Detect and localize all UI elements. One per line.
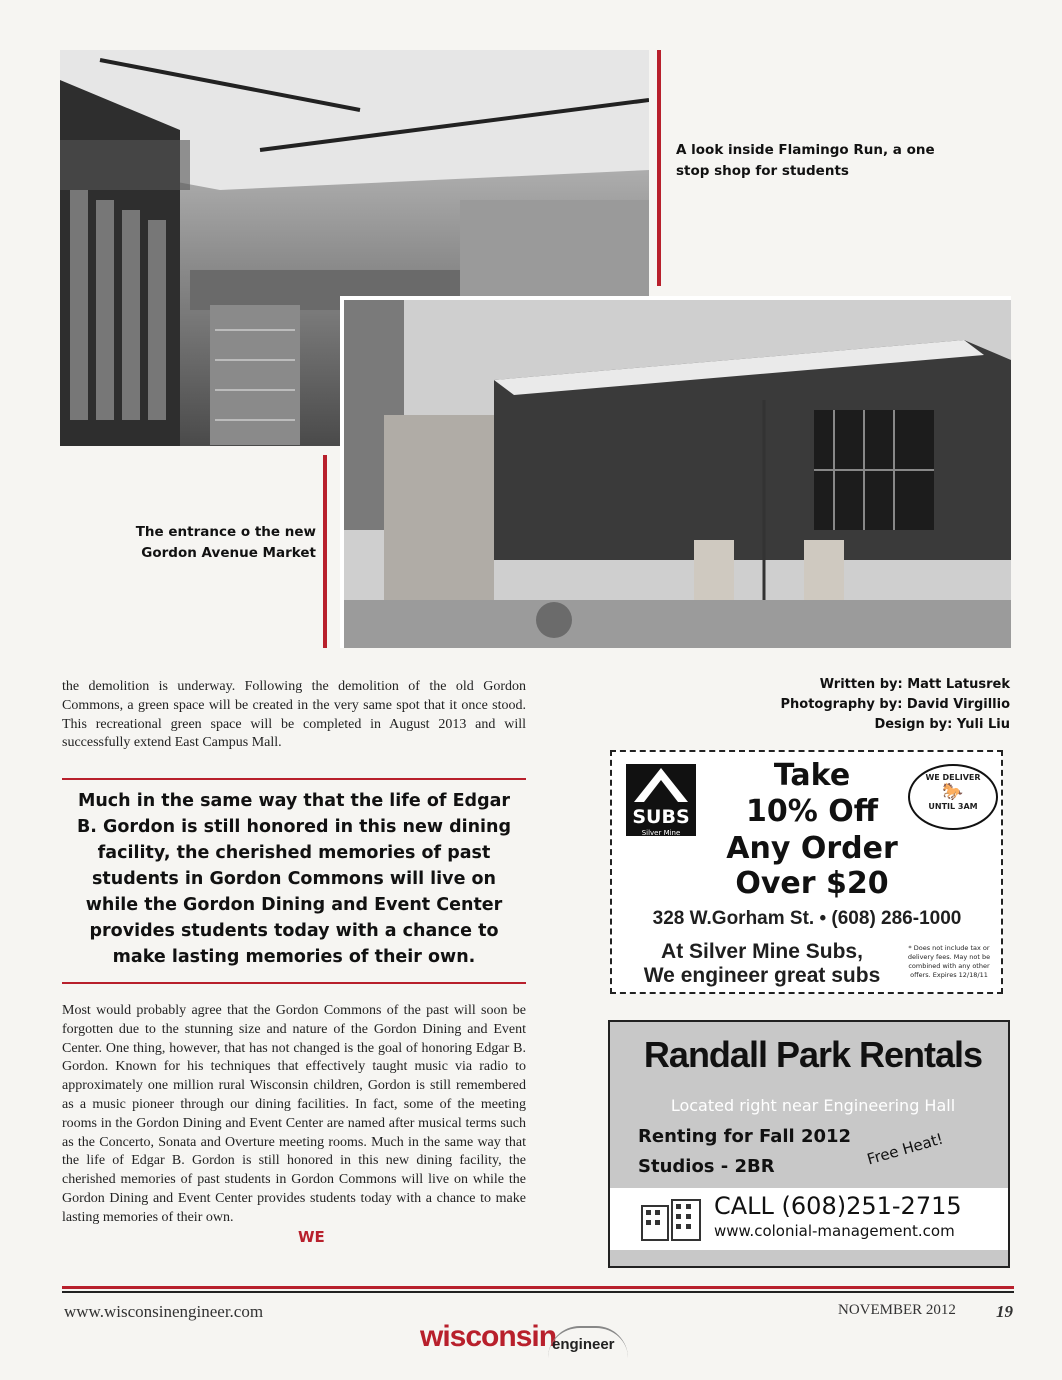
footer-rule-red (62, 1286, 1014, 1289)
mountain-icon (626, 764, 696, 802)
ad-free-heat: Free Heat! (865, 1129, 946, 1169)
delivery-badge (908, 764, 998, 830)
ad-title: Randall Park Rentals (643, 1034, 983, 1075)
footer-rule-black (62, 1291, 1014, 1293)
ad-website[interactable]: www.colonial-management.com (714, 1222, 955, 1240)
ad-phone[interactable]: CALL (608)251-2715 (714, 1192, 962, 1220)
writer-credit: Written by: Matt Latusrek (819, 677, 1010, 692)
offer-line: 10% Off (745, 794, 879, 829)
footer-url[interactable]: www.wisconsinengineer.com (64, 1302, 264, 1321)
slogan-line: At Silver Mine Subs, (661, 940, 863, 963)
caption-divider (323, 455, 327, 648)
apartment-building-icon (640, 1198, 702, 1242)
article-paragraph: Most would probably agree that the Gordon Commons of the past will soon be forgotten due to the stunning size and nature of the Gordon Dining and Event Center. One thing, however, that has not changed is the goal of honoring Edgar B. Gordon. Known for his techniques that effectively taught music via radio to approximately one million rural Wisconsin children, Gordon is still remembered as a music pioneer through our dining facilities. In fact, some of the meeting rooms in the Gordon Dining and Event Center are named after musical terms such as the Concerto, Sonata and Overture meeting rooms. Much in the same way that the life of Edgar B. Gordon is still honored in this new dining facility, the cherished memories of past students in Gordon Commons will live on while the Gordon Dining and Event Center provides students today with a chance to make lasting memories of their own. (62, 1003, 526, 1225)
photo-caption: The entrance o the new Gordon Avenue Market (135, 524, 316, 561)
page-number: 19 (996, 1302, 1013, 1321)
logo-main-text: wisconsin (420, 1320, 557, 1353)
article-credits (700, 675, 1010, 735)
pullquote-rule-top (62, 778, 526, 780)
ad-units: Studios - 2BR (638, 1156, 775, 1177)
coupon-address: 328 W.Gorham St. • (608) 286-1000 (652, 908, 962, 929)
logo-brand-text: Silver Mine (641, 829, 681, 837)
offer-line: Any Order (726, 831, 898, 866)
badge-bottom-text: UNTIL 3AM (928, 802, 978, 811)
ad-renting: Renting for Fall 2012 (638, 1126, 852, 1147)
silver-mine-logo (626, 764, 696, 836)
silver-mine-subs-coupon[interactable] (610, 750, 1003, 994)
coupon-fineprint: * Does not include tax or delivery fees. May not be combined with any other offers. Expires 12/18/11 (907, 944, 991, 979)
logo-swoosh (548, 1326, 628, 1358)
coupon-slogan (622, 940, 902, 988)
randall-park-rentals-ad[interactable] (608, 1020, 1010, 1268)
photo-credit: Photography by: David Virgillio (780, 697, 1010, 712)
logo-sub-text: engineer (552, 1336, 615, 1353)
article-paragraph: the demolition is underway. Following the demolition of the old Gordon Commons, a green space will be created in the very same spot that it once stood. This recreational green space will be completed in August 2013 and will successfully extend East Campus Mall. (62, 679, 526, 751)
slogan-line: We engineer great subs (643, 964, 881, 987)
offer-line: Over $20 (735, 866, 889, 901)
gordon-market-photo (340, 296, 1011, 648)
ad-subtitle: Located right near Engineering Hall (670, 1096, 956, 1115)
photo-caption: A look inside Flamingo Run, a one stop shop for students (676, 142, 935, 179)
design-credit: Design by: Yuli Liu (874, 717, 1010, 732)
caption-divider (657, 50, 661, 286)
badge-top-text: WE DELIVER (925, 773, 981, 782)
pull-quote: Much in the same way that the life of Edgar B. Gordon is still honored in this new dining facility, the cherished memories of past students in Gordon Commons will live on while the Gordon Dining and Event Center provides students today with a chance to make lasting memories of their own. (76, 791, 512, 967)
end-mark: WE (298, 1228, 325, 1246)
footer-date: NOVEMBER 2012 (838, 1302, 956, 1318)
wagon-icon: 🐎 (942, 782, 964, 802)
offer-line: Take (773, 758, 851, 793)
magazine-logo (420, 1318, 640, 1364)
pullquote-rule-bottom (62, 982, 526, 984)
logo-subs-text: SUBS (632, 806, 690, 828)
